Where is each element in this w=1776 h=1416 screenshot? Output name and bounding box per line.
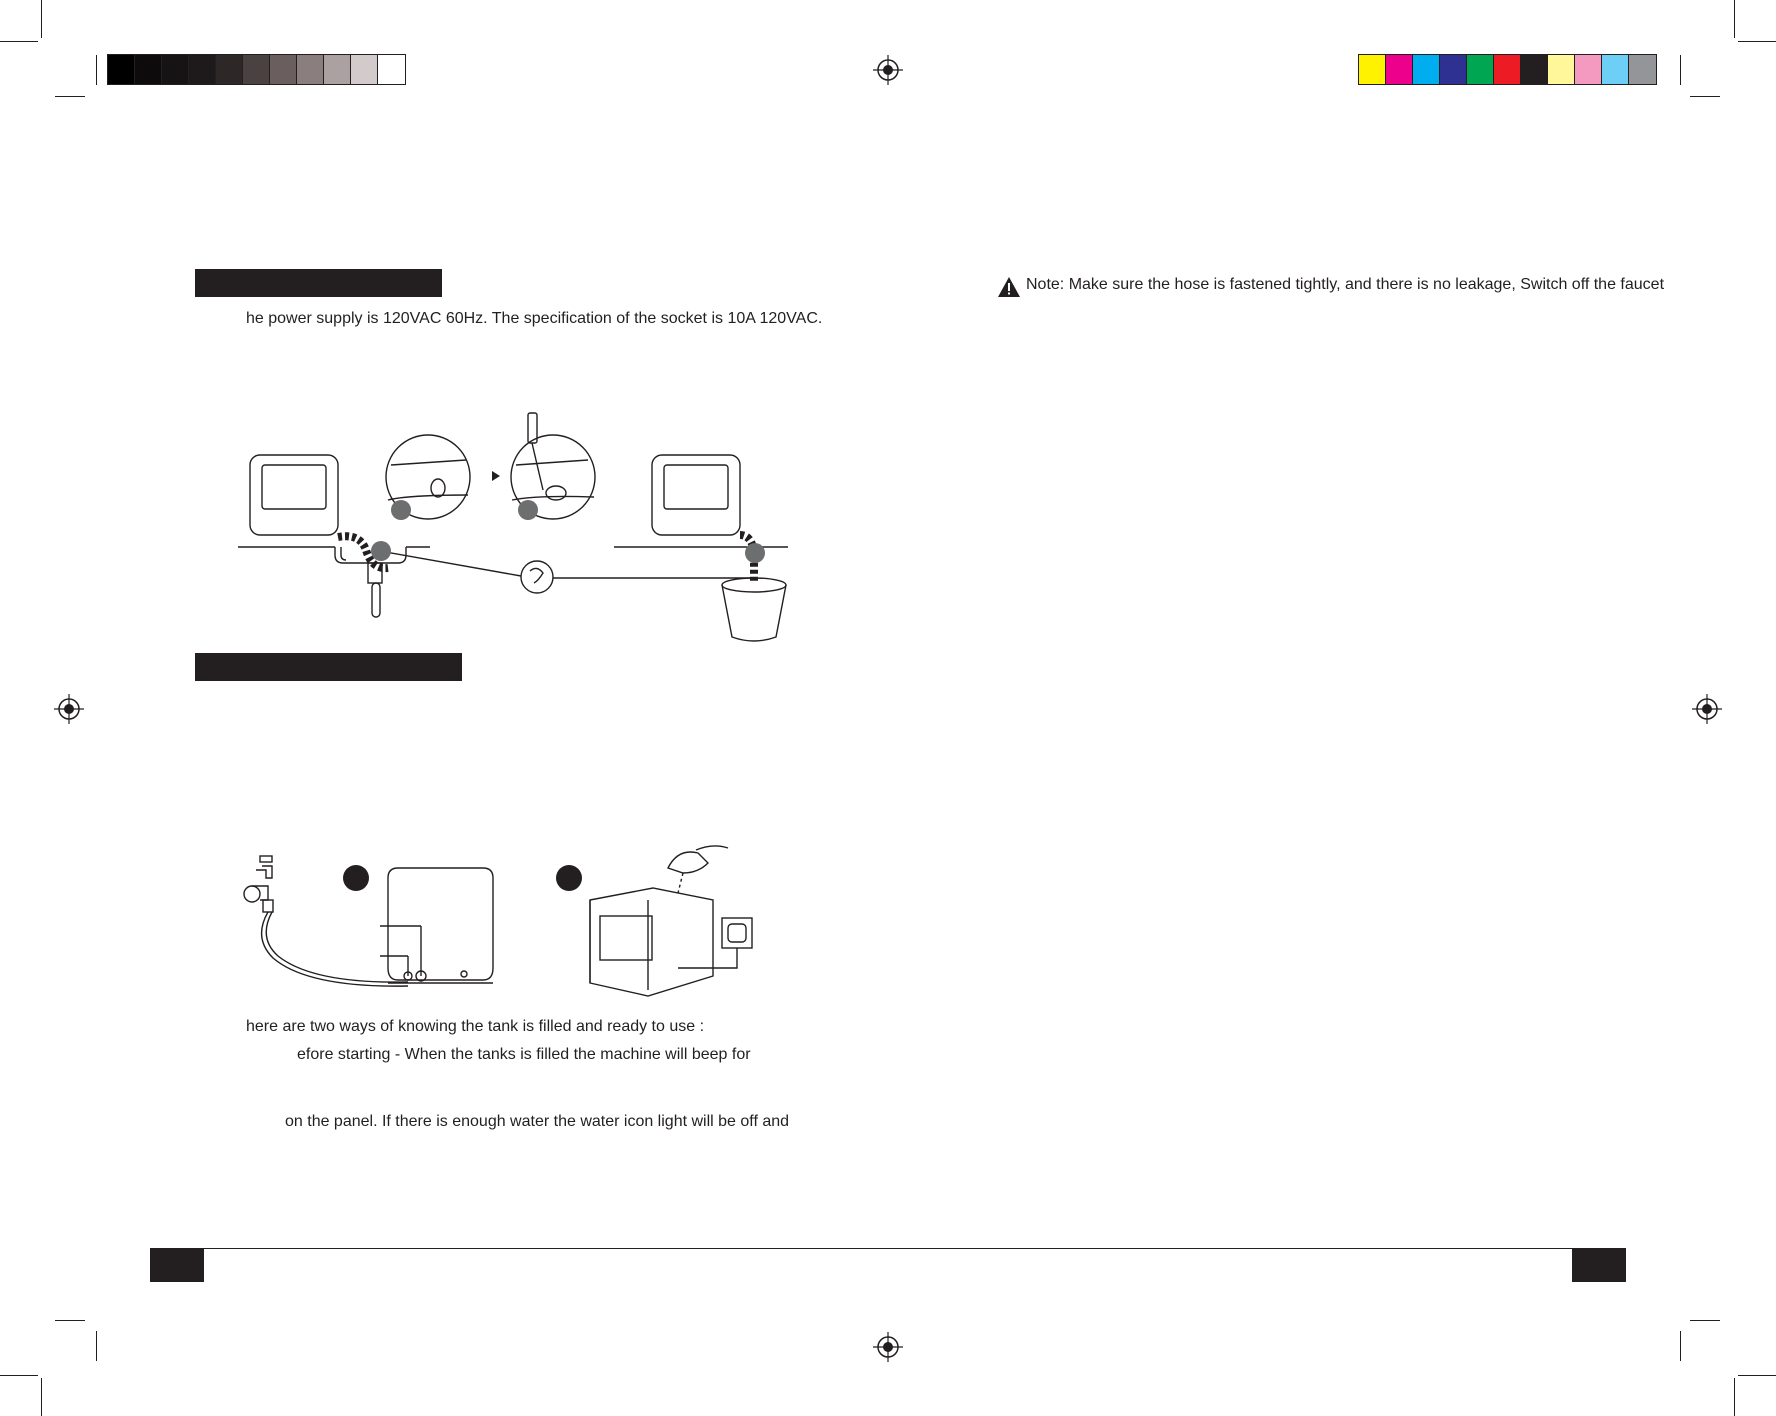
crop-mark-br-v	[1734, 1378, 1735, 1416]
tank-info-text-3: on the panel. If there is enough water the water icon light will be off and	[285, 1113, 790, 1130]
power-section-header	[195, 269, 442, 297]
crop-mark-br-h	[1738, 1375, 1776, 1376]
color-calibration-bar	[1358, 54, 1657, 85]
registration-mark-icon	[873, 1332, 903, 1362]
crop-mark-bl-v2	[96, 1331, 97, 1361]
crop-mark-tr-h2	[1690, 96, 1720, 97]
crop-mark-tr-h	[1738, 41, 1776, 42]
crop-mark-tl-v	[41, 0, 42, 38]
gray-swatch	[243, 55, 270, 84]
registration-mark-icon	[1692, 694, 1722, 724]
water-fill-illustration	[238, 838, 758, 998]
color-swatch	[1548, 55, 1575, 84]
color-swatch	[1575, 55, 1602, 84]
footer-rule	[150, 1248, 1626, 1249]
gray-swatch	[351, 55, 378, 84]
gray-swatch	[135, 55, 162, 84]
crop-mark-bl-h	[0, 1375, 38, 1376]
color-swatch	[1467, 55, 1494, 84]
crop-mark-tr-v2	[1680, 55, 1681, 85]
color-swatch	[1629, 55, 1656, 84]
crop-mark-tl-h2	[55, 96, 85, 97]
crop-mark-tl-h	[0, 41, 38, 42]
gray-swatch	[270, 55, 297, 84]
tank-info-text-2: efore starting - When the tanks is filled the machine will beep for	[297, 1046, 751, 1063]
gray-swatch	[189, 55, 216, 84]
color-swatch	[1413, 55, 1440, 84]
registration-mark-icon	[873, 55, 903, 85]
tank-info-text-1: here are two ways of knowing the tank is filled and ready to use :	[246, 1018, 705, 1035]
right-page-number-tab	[1572, 1248, 1626, 1282]
color-swatch	[1440, 55, 1467, 84]
crop-mark-tr-v	[1734, 0, 1735, 38]
registration-mark-icon	[54, 694, 84, 724]
gray-swatch	[324, 55, 351, 84]
drain-hose-illustration	[238, 405, 790, 645]
color-swatch	[1521, 55, 1548, 84]
note-text: Note: Make sure the hose is fastened tightly, and there is no leakage, Switch off the faucet	[1026, 276, 1665, 293]
gray-swatch	[162, 55, 189, 84]
color-swatch	[1359, 55, 1386, 84]
crop-mark-tl-v2	[96, 55, 97, 85]
grayscale-calibration-bar	[107, 54, 406, 85]
power-supply-text: he power supply is 120VAC 60Hz. The specification of the socket is 10A 120VAC.	[246, 310, 823, 327]
gray-swatch	[216, 55, 243, 84]
crop-mark-bl-h2	[55, 1320, 85, 1321]
color-swatch	[1494, 55, 1521, 84]
left-page-number-tab	[150, 1248, 204, 1282]
crop-mark-br-v2	[1680, 1331, 1681, 1361]
color-swatch	[1602, 55, 1629, 84]
crop-mark-bl-v	[41, 1378, 42, 1416]
crop-mark-br-h2	[1690, 1320, 1720, 1321]
warning-triangle-icon	[997, 276, 1021, 298]
gray-swatch	[108, 55, 135, 84]
water-supply-section-header	[195, 653, 462, 681]
color-swatch	[1386, 55, 1413, 84]
gray-swatch	[297, 55, 324, 84]
gray-swatch	[378, 55, 405, 84]
